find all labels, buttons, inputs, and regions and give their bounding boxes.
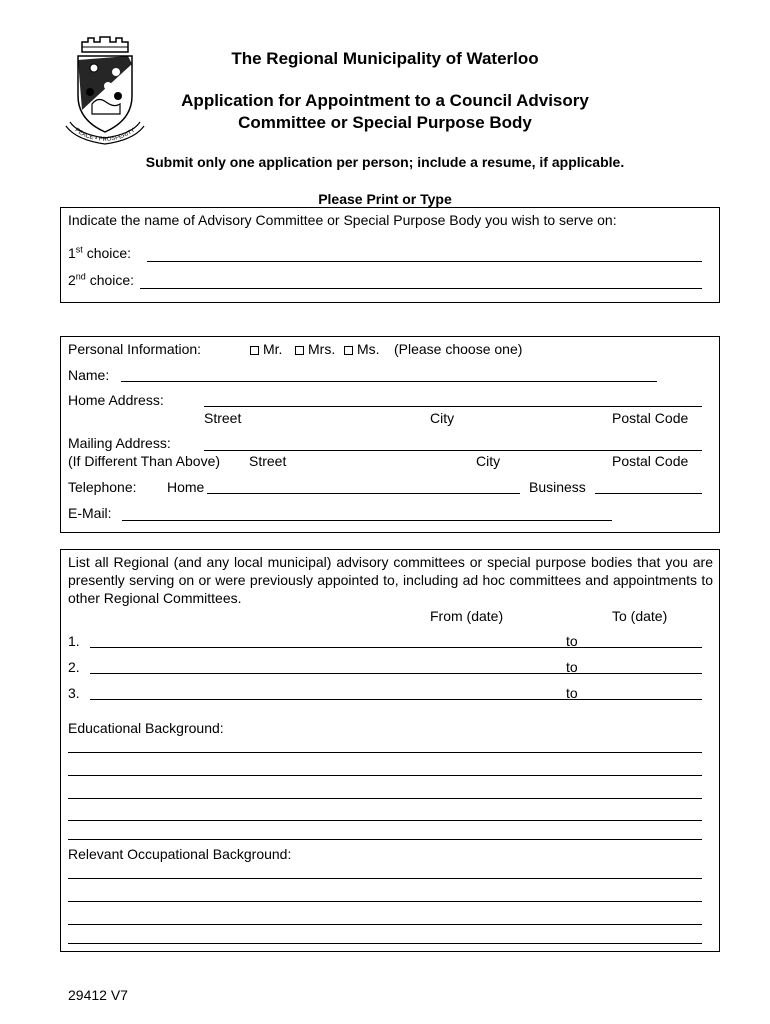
home-city-caption: City [430, 410, 455, 426]
title-option-mrs[interactable]: Mrs. [295, 341, 335, 357]
occupation-line[interactable] [68, 924, 702, 925]
first-choice-field[interactable] [147, 261, 702, 262]
committee-row-to: to [566, 659, 578, 675]
committee-row-field[interactable] [90, 673, 702, 674]
occupation-line[interactable] [68, 878, 702, 879]
education-line[interactable] [68, 775, 702, 776]
education-line[interactable] [68, 752, 702, 753]
committee-row-number: 2. [68, 659, 80, 675]
to-date-header: To (date) [612, 608, 668, 624]
occupation-line[interactable] [68, 943, 702, 944]
email-field[interactable] [122, 520, 612, 521]
choose-note: (Please choose one) [394, 341, 523, 357]
home-address-label: Home Address: [68, 392, 164, 408]
mailing-city-caption: City [476, 453, 501, 469]
instruction-text: Submit only one application per person; include a resume, if applicable. [145, 154, 625, 170]
checkbox-icon[interactable] [250, 346, 259, 355]
form-title-line1: Application for Appointment to a Council Advisory [181, 91, 589, 110]
committee-row-to: to [566, 633, 578, 649]
home-phone-label: Home [167, 479, 205, 495]
mailing-address-field[interactable] [204, 450, 702, 451]
occupation-label: Relevant Occupational Background: [68, 846, 292, 862]
org-name: The Regional Municipality of Waterloo [231, 49, 539, 68]
committee-row-field[interactable] [90, 699, 702, 700]
home-address-field[interactable] [204, 406, 702, 407]
education-line[interactable] [68, 798, 702, 799]
telephone-label: Telephone: [68, 479, 137, 495]
print-note: Please Print or Type [318, 191, 452, 207]
education-line[interactable] [68, 820, 702, 821]
personal-info-label: Personal Information: [68, 341, 202, 357]
from-date-header: From (date) [430, 608, 504, 624]
home-street-caption: Street [204, 410, 242, 426]
name-field[interactable] [121, 381, 657, 382]
home-phone-field[interactable] [207, 493, 520, 494]
crest-motto: PEACE • PROSPERITY [73, 127, 137, 144]
first-choice-label: 1st choice: [68, 244, 132, 261]
committee-row-number: 1. [68, 633, 80, 649]
second-choice-field[interactable] [140, 288, 702, 289]
name-label: Name: [68, 367, 110, 383]
title-option-mr[interactable]: Mr. [250, 341, 282, 357]
committee-row-field[interactable] [90, 647, 702, 648]
occupation-line[interactable] [68, 901, 702, 902]
education-label: Educational Background: [68, 720, 224, 736]
education-line[interactable] [68, 839, 702, 840]
checkbox-icon[interactable] [344, 346, 353, 355]
committees-prompt: List all Regional (and any local municipal) advisory committees or special purpose bodies that you are presently serving on or were previously appointed to, including ad hoc committees and appointments to other Regional Committees. [68, 554, 713, 606]
mailing-address-label: Mailing Address: [68, 435, 171, 451]
email-label: E-Mail: [68, 505, 112, 521]
committee-row-to: to [566, 685, 578, 701]
business-phone-field[interactable] [595, 493, 702, 494]
mailing-note: (If Different Than Above) [68, 453, 221, 469]
form-code: 29412 V7 [68, 987, 128, 1003]
mailing-postal-caption: Postal Code [612, 453, 689, 469]
checkbox-icon[interactable] [295, 346, 304, 355]
business-phone-label: Business [529, 479, 586, 495]
title-option-ms[interactable]: Ms. [344, 341, 380, 357]
committee-prompt: Indicate the name of Advisory Committee or Special Purpose Body you wish to serve on: [68, 212, 617, 228]
second-choice-label: 2nd choice: [68, 271, 135, 288]
committee-row-number: 3. [68, 685, 80, 701]
mailing-street-caption: Street [249, 453, 287, 469]
home-postal-caption: Postal Code [612, 410, 689, 426]
form-title-line2: Committee or Special Purpose Body [238, 113, 532, 132]
